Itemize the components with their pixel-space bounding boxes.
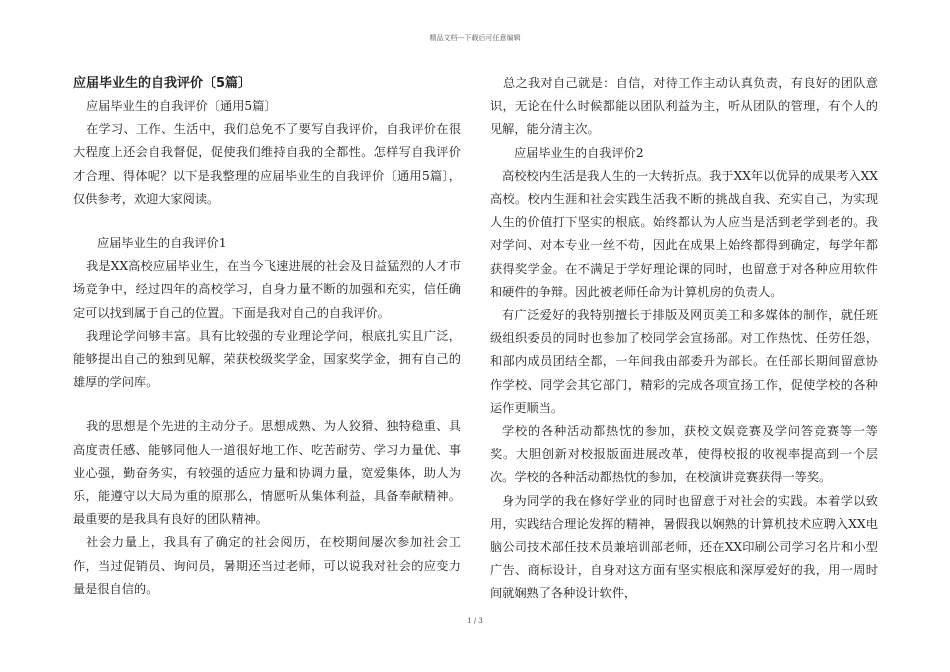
- section-2-paragraph-1: 高校校内生活是我人生的一大转折点。我于XX年以优异的成果考入XX高校。校内生涯和社会实践生活我不断的挑战自我、充实自己，为实现人生的价值打下坚实的根底。始终都认为人应当是活到老学到老的。我对学问、对本专业一丝不苟，因此在成果上始终都得到确定，每学年都获得奖学金。在不满足于学好理论课的同时，也留意于对各种应用软件和硬件的争辩。因此被老师任命为计算机房的负责人。: [490, 168, 878, 299]
- document-title: 应届毕业生的自我评价〔5篇〕: [73, 76, 252, 91]
- page-header: 精品文档---下载后可任意编辑: [429, 34, 521, 42]
- section-2-paragraph-4: 身为同学的我在修好学业的同时也留意于对社会的实践。本着学以致用，实践结合理论发挥的精神，暑假我以娴熟的计算机技术应聘入XX电脑公司技术部任技术员兼培训部老师，还在XX印刷公司学习名片和小型广告、商标设计，自身对这方面有坚实根底和深厚爱好的我，用一周时间就娴熟了各种设计软件，: [490, 493, 878, 601]
- section-2-paragraph-3: 学校的各种活动都热忱的参加，获校文娱竞赛及学问答竞赛等一等奖。大胆创新对校报版面进展改革，使得校报的收视率提高到一个层次。学校的各种活动都热忱的参加，在校演讲竞赛获得一等奖。: [490, 424, 878, 485]
- right-column: [490, 72, 878, 606]
- section-2-paragraph-2: 有广泛爱好的我特别擅长于排版及网页美工和多媒体的制作，就任班级组织委员的同时也参加了校同学会宣扬部。对工作热忱、任劳任怨，和部内成员团结全都，一年间我由部委升为部长。在任部长期间留意协作学校、同学会其它部门，精彩的完成各项宣扬工作，促使学校的各种运作更顺当。: [490, 308, 878, 415]
- section-1-paragraph-4: 社会力量上，我具有了确定的社会阅历，在校期间屡次参加社会工作，当过促销员、询问员，暑期还当过老师，可以说我对社会的应变力量是很自信的。: [73, 535, 461, 596]
- section-1-paragraph-1: 我是XX高校应届毕业生，在当今飞速进展的社会及日益猛烈的人才市场竞争中，经过四年的高校学习，自身力量不断的加强和充实，信任确定可以找到属于自己的位置。下面是我对自己的自我评价。: [73, 259, 461, 320]
- section-1-heading: 应届毕业生的自我评价1: [97, 236, 227, 251]
- spacer: [73, 211, 461, 232]
- section-2-heading: 应届毕业生的自我评价2: [514, 145, 644, 160]
- section-1-summary-paragraph: 总之我对自己就是：自信，对待工作主动认真负责，有良好的团队意识，无论在什么时候都能以团队利益为主，听从团队的管理，有个人的见解，能分清主次。: [490, 76, 878, 137]
- section-1-paragraph-2: 我理论学问够丰富。具有比较强的专业理论学问，根底扎实且广泛，能够提出自己的独到见解，荣获校级奖学金，国家奖学金，拥有自己的雄厚的学问库。: [73, 328, 461, 390]
- left-column: [73, 72, 461, 601]
- document-subtitle: 应届毕业生的自我评价〔通用5篇〕: [86, 99, 277, 113]
- page-number: 1 / 3: [467, 617, 483, 625]
- section-1-paragraph-3: 我的思想是个先进的主动分子。思想成熟、为人狡猾、独特稳重、具高度责任感、能够同他人一道很好地工作、吃苦耐劳、学习力量优、事业心强，勤奋务实，有较强的适应力量和协调力量，宽爱集体，助人为乐，能遵守以大局为重的原那么，情愿听从集体利益，具备奉献精神。最重要的是我具有良好的团队精神。: [73, 419, 461, 527]
- spacer: [73, 394, 461, 415]
- intro-paragraph: 在学习、工作、生活中，我们总免不了要写自我评价，自我评价在很大程度上还会自我督促，促使我们维持自我的全都性。怎样写自我评价才合理、得体呢？以下是我整理的应届毕业生的自我评价〔通用5篇〕，仅供参考，欢迎大家阅读。: [73, 122, 461, 206]
